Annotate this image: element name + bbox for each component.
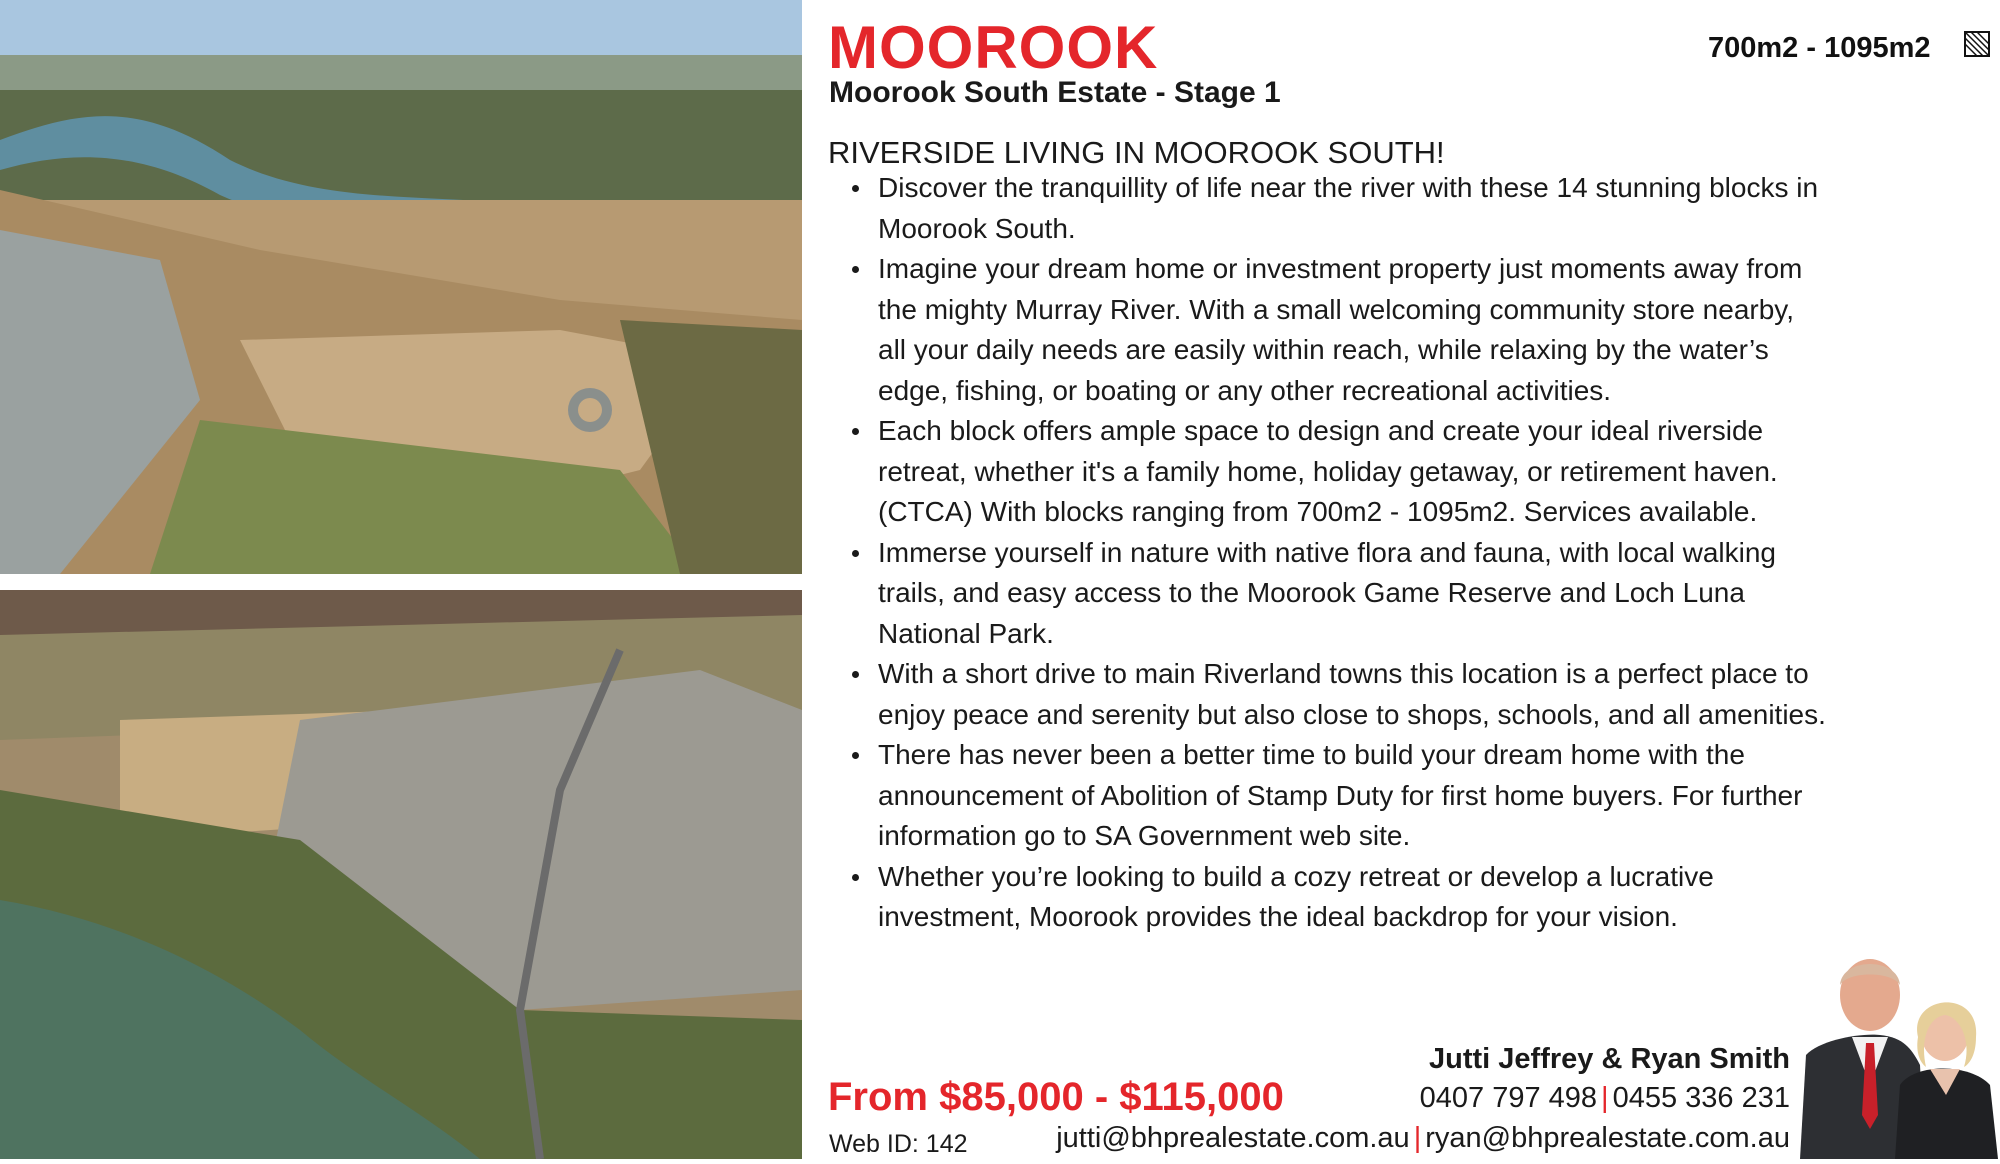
bullet-icon	[852, 428, 859, 435]
web-id: Web ID: 142	[829, 1130, 968, 1158]
phone-link[interactable]: 0407 797 498	[1419, 1082, 1598, 1114]
feature-text: Immerse yourself in nature with native flora and fauna, with local walking trails, and easy access to the Moorook Game Reserve and Loch Luna National Park.	[878, 536, 1776, 649]
feature-text: Each block offers ample space to design and create your ideal riverside retreat, whether it's a family home, holiday getaway, or retirement haven. (CTCA) With blocks ranging from 700m2 - 1095m2. Services available.	[878, 415, 1778, 527]
page-title: MOOROOK	[828, 14, 1159, 81]
agent-emails	[1056, 1118, 1790, 1158]
feature-item	[828, 411, 1828, 533]
bullet-icon	[852, 752, 859, 759]
phone-link[interactable]: 0455 336 231	[1612, 1082, 1790, 1114]
bullet-icon	[852, 671, 859, 678]
feature-item	[828, 735, 1828, 857]
bullet-icon	[852, 266, 859, 273]
price-range: From $85,000 - $115,000	[828, 1075, 1284, 1119]
feature-text: Discover the tranquillity of life near the river with these 14 stunning blocks in Moorook South.	[878, 172, 1819, 244]
feature-text: Imagine your dream home or investment property just moments away from the mighty Murray River. With a small welcoming community store nearby, all your daily needs are easily within reach, while relaxing by the water’s edge, fishing, or boating or any other recreational activities.	[878, 253, 1803, 406]
size-from: 700m2	[1708, 32, 1799, 64]
bullet-icon	[852, 550, 859, 557]
feature-text: There has never been a better time to build your dream home with the announcement of Abolition of Stamp Duty for first home buyers. For further information go to SA Government web site.	[878, 739, 1803, 851]
size-to: 1095m2	[1824, 32, 1931, 64]
feature-item	[828, 857, 1828, 938]
separator: |	[1601, 1082, 1609, 1114]
feature-item	[828, 533, 1828, 655]
aerial-photo-bottom	[0, 590, 802, 1159]
agent-names: Jutti Jeffrey & Ryan Smith	[1429, 1043, 1790, 1075]
headline: RIVERSIDE LIVING IN MOOROOK SOUTH!	[828, 135, 1445, 170]
land-size-range	[1708, 32, 1931, 65]
separator: |	[1413, 1122, 1422, 1154]
feature-text: Whether you’re looking to build a cozy retreat or develop a lucrative investment, Moorook provides the ideal backdrop for your vision.	[878, 860, 1714, 932]
agent-portrait	[1800, 945, 2000, 1159]
agent-contact-block	[1056, 1040, 1790, 1158]
size-separator: -	[1806, 32, 1817, 64]
bullet-icon	[852, 185, 859, 192]
estate-subtitle: Moorook South Estate - Stage 1	[829, 76, 1281, 109]
feature-item	[828, 168, 1828, 249]
feature-text: With a short drive to main Riverland towns this location is a perfect place to enjoy peace and serenity but also close to shops, schools, and all amenities.	[878, 658, 1826, 730]
feature-list	[828, 168, 1828, 938]
aerial-photo-top	[0, 0, 802, 574]
email-link[interactable]: ryan@bhprealestate.com.au	[1425, 1122, 1790, 1154]
land-size-icon	[1962, 29, 1992, 59]
agent-phones	[1056, 1078, 1790, 1118]
bullet-icon	[852, 874, 859, 881]
feature-item	[828, 654, 1828, 735]
feature-item	[828, 249, 1828, 411]
email-link[interactable]: jutti@bhprealestate.com.au	[1056, 1122, 1410, 1154]
